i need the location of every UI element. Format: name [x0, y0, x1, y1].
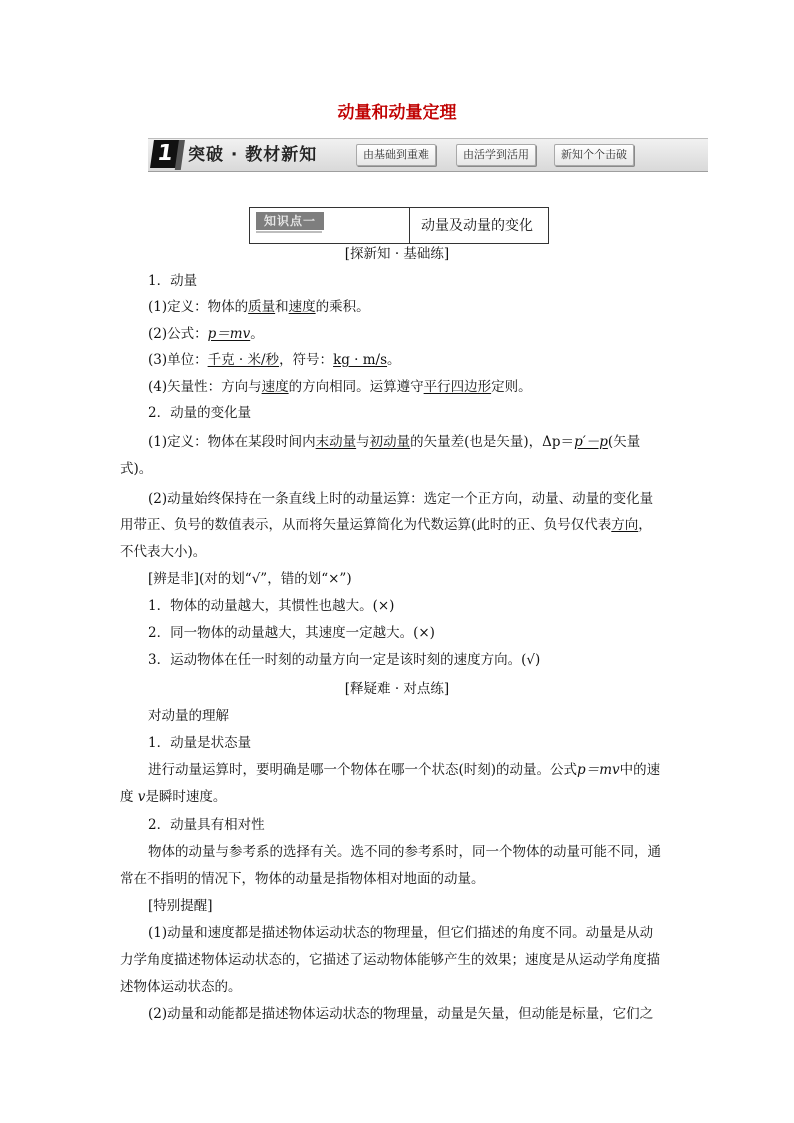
- paragraph-line: (2)动量始终保持在一条直线上时的动量运算：选定一个正方向，动量、动量的变化量: [148, 491, 654, 507]
- text-span: (矢量: [607, 434, 641, 450]
- vector-line: [148, 377, 532, 397]
- answer-symbol: kg · m/s: [333, 352, 388, 368]
- text-span: 。: [387, 352, 401, 368]
- text-span: (1)定义：物体的: [148, 299, 249, 315]
- text-span: 定则。: [491, 379, 532, 395]
- heading-change: 2．动量的变化量: [148, 405, 252, 421]
- answer-parallelogram: 平行四边形: [423, 379, 492, 395]
- answer-unit: 千克 · 米/秒: [207, 352, 280, 368]
- heading-momentum: 1．动量: [148, 273, 198, 289]
- answer-initial-momentum: 初动量: [369, 434, 411, 450]
- text-span: (1)定义：物体在某段时间内: [148, 434, 316, 450]
- knowledge-point-table: [249, 207, 549, 244]
- text-span: (2)公式：: [148, 326, 208, 342]
- text-span: 的方向相同。运算遵守: [288, 379, 424, 395]
- judgment-item: 2．同一物体的动量越大，其速度一定越大。(×): [148, 625, 435, 641]
- formula-line: [148, 324, 264, 344]
- basic-to-difficult-button[interactable]: 由基础到重难: [356, 144, 436, 166]
- judgment-item: 3．运动物体在任一时刻的动量方向一定是该时刻的速度方向。(√): [148, 652, 541, 668]
- paragraph-line: 不代表大小)。: [120, 544, 207, 560]
- change-definition-line-2: 式)。: [120, 461, 153, 477]
- special-tip-heading: [特别提醒]: [148, 898, 213, 914]
- paragraph-line: (2)动量和动能都是描述物体运动状态的物理量，动量是矢量，但动能是标量，它们之: [148, 1006, 654, 1022]
- knowledge-point-tag: 知识点一: [256, 212, 324, 230]
- banner-title: 突破 · 教材新知: [188, 145, 318, 165]
- text-span: 和: [275, 299, 289, 315]
- paragraph-line: 力学角度描述物体运动状态的，它描述了运动物体能够产生的效果；速度是从运动学角度描: [120, 952, 660, 968]
- heading-relativity: 2．动量具有相对性: [148, 817, 265, 833]
- section-number-badge: 1: [150, 140, 180, 168]
- text-span: (4)矢量性：方向与: [148, 379, 262, 395]
- text-span: 度: [120, 789, 138, 805]
- knowledge-point-topic: 动量及动量的变化: [421, 218, 533, 234]
- section-banner: [148, 138, 708, 172]
- formula-inline: p＝mv: [577, 762, 620, 778]
- paragraph-line: (1)动量和速度都是描述物体运动状态的物理量，但它们描述的角度不同。动量是从动: [148, 925, 654, 941]
- knowledge-point-cell: [250, 208, 410, 243]
- paragraph-line: [120, 787, 226, 807]
- text-span: 中的速: [619, 762, 661, 778]
- learn-to-apply-button[interactable]: 由活学到活用: [456, 144, 536, 166]
- text-span: 的矢量差(也是矢量)，Δp＝: [410, 434, 575, 450]
- judgment-item: 1．物体的动量越大，其惯性也越大。(×): [148, 598, 395, 614]
- text-span: 用带正、负号的数值表示，从而将矢量运算简化为代数运算(此时的正、负号仅代表: [120, 517, 612, 533]
- text-span: 。: [250, 326, 264, 342]
- answer-velocity-direction: 速度: [261, 379, 289, 395]
- paragraph-line: 述物体运动状态的。: [120, 979, 242, 995]
- answer-final-momentum: 末动量: [315, 434, 357, 450]
- text-span: ，符号：: [279, 352, 334, 368]
- text-span: 进行动量运算时，要明确是哪一个物体在哪一个状态(时刻)的动量。公式: [148, 762, 578, 778]
- answer-direction: 方向: [611, 517, 639, 533]
- answer-delta-formula: p′－p: [574, 434, 608, 450]
- paragraph-line: 常在不指明的情况下，物体的动量是指物体相对地面的动量。: [120, 871, 485, 887]
- section-heading-explain: [释疑难 · 对点练]: [344, 681, 450, 697]
- page-title: 动量和动量定理: [337, 103, 457, 123]
- change-definition-line: [148, 432, 640, 452]
- answer-formula: p＝mv: [207, 326, 251, 342]
- paragraph-line: 物体的动量与参考系的选择有关。选不同的参考系时，同一个物体的动量可能不同，通: [148, 844, 661, 860]
- text-span: 与: [356, 434, 370, 450]
- text-span: ，: [638, 517, 652, 533]
- text-span: (3)单位：: [148, 352, 208, 368]
- text-span: 的乘积。: [315, 299, 370, 315]
- text-span: 是瞬时速度。: [145, 789, 227, 805]
- heading-state-quantity: 1．动量是状态量: [148, 735, 252, 751]
- paragraph-line: [120, 515, 652, 535]
- velocity-symbol: v: [137, 789, 146, 805]
- subheading-understanding: 对动量的理解: [148, 708, 229, 724]
- definition-line: [148, 297, 370, 317]
- answer-mass: 质量: [248, 299, 276, 315]
- section-heading-explore: [探新知 · 基础练]: [344, 246, 450, 262]
- true-false-heading: [辨是非](对的划“√”，错的划“×”): [148, 571, 352, 587]
- unit-line: [148, 350, 401, 370]
- answer-velocity: 速度: [288, 299, 316, 315]
- knowledge-breakthrough-button[interactable]: 新知个个击破: [554, 144, 634, 166]
- paragraph-line: [148, 760, 660, 780]
